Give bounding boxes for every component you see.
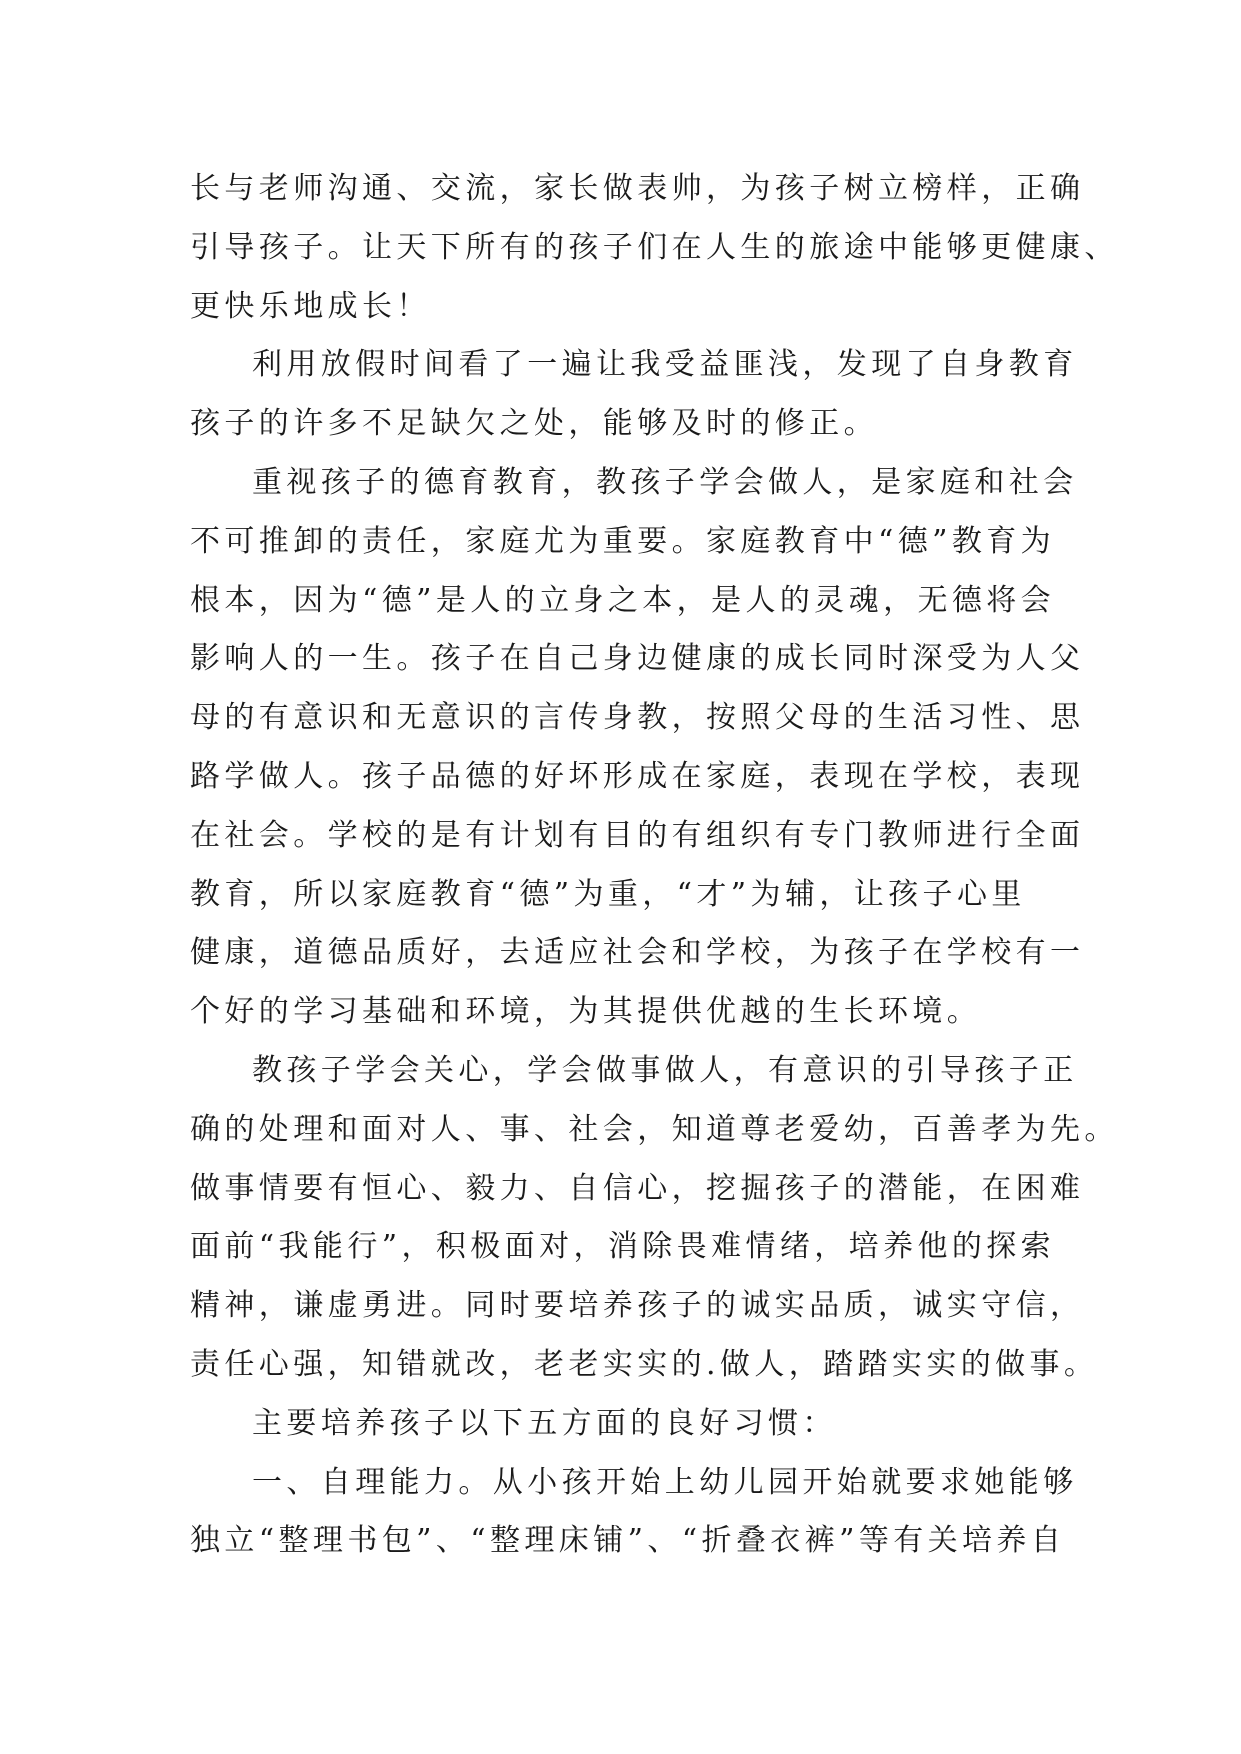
text-line: 母的有意识和无意识的言传身教，按照父母的生活习性、思	[190, 700, 1085, 736]
text-line: 责任心强，知错就改，老老实实的.做人，踏踏实实的做事。	[190, 1346, 1099, 1382]
text-line: 不可推卸的责任，家庭尤为重要。家庭教育中“德”教育为	[190, 523, 1056, 559]
text-line: 做事情要有恒心、毅力、自信心，挖掘孩子的潜能，在困难	[190, 1170, 1085, 1206]
document-body	[190, 160, 1119, 1571]
text-line: 确的处理和面对人、事、社会，知道尊老爱幼，百善孝为先。	[190, 1111, 1119, 1147]
text-line: 面前“我能行”，积极面对，消除畏难情绪，培养他的探索	[190, 1229, 1056, 1265]
text-line: 路学做人。孩子品德的好坏形成在家庭，表现在学校，表现	[190, 758, 1085, 794]
paragraph-start-line: 重视孩子的德育教育，教孩子学会做人，是家庭和社会	[252, 464, 1078, 500]
text-line: 更快乐地成长！	[190, 288, 431, 324]
text-line: 健康，道德品质好，去适应社会和学校，为孩子在学校有一	[190, 935, 1085, 971]
text-line: 影响人的一生。孩子在自己身边健康的成长同时深受为人父	[190, 641, 1085, 677]
text-line: 教育，所以家庭教育“德”为重，“才”为辅，让孩子心里	[190, 876, 1026, 912]
text-line: 引导孩子。让天下所有的孩子们在人生的旅途中能够更健康、	[190, 229, 1119, 265]
text-line: 孩子的许多不足缺欠之处，能够及时的修正。	[190, 406, 878, 442]
text-line: 独立“整理书包”、“整理床铺”、“折叠衣裤”等有关培养自	[190, 1523, 1066, 1559]
paragraph-start-line: 主要培养孩子以下五方面的良好习惯：	[252, 1405, 837, 1441]
text-line: 在社会。学校的是有计划有目的有组织有专门教师进行全面	[190, 817, 1085, 853]
paragraph-start-line: 利用放假时间看了一遍让我受益匪浅，发现了自身教育	[252, 347, 1078, 383]
text-line: 根本，因为“德”是人的立身之本，是人的灵魂，无德将会	[190, 582, 1056, 618]
text-line: 精神，谦虚勇进。同时要培养孩子的诚实品质，诚实守信，	[190, 1288, 1085, 1324]
paragraph-start-line: 教孩子学会关心，学会做事做人，有意识的引导孩子正	[252, 1052, 1078, 1088]
text-line: 长与老师沟通、交流，家长做表帅，为孩子树立榜样，正确	[190, 171, 1085, 206]
text-line: 个好的学习基础和环境，为其提供优越的生长环境。	[190, 994, 982, 1030]
paragraph-start-line: 一、自理能力。从小孩开始上幼儿园开始就要求她能够	[252, 1464, 1078, 1500]
